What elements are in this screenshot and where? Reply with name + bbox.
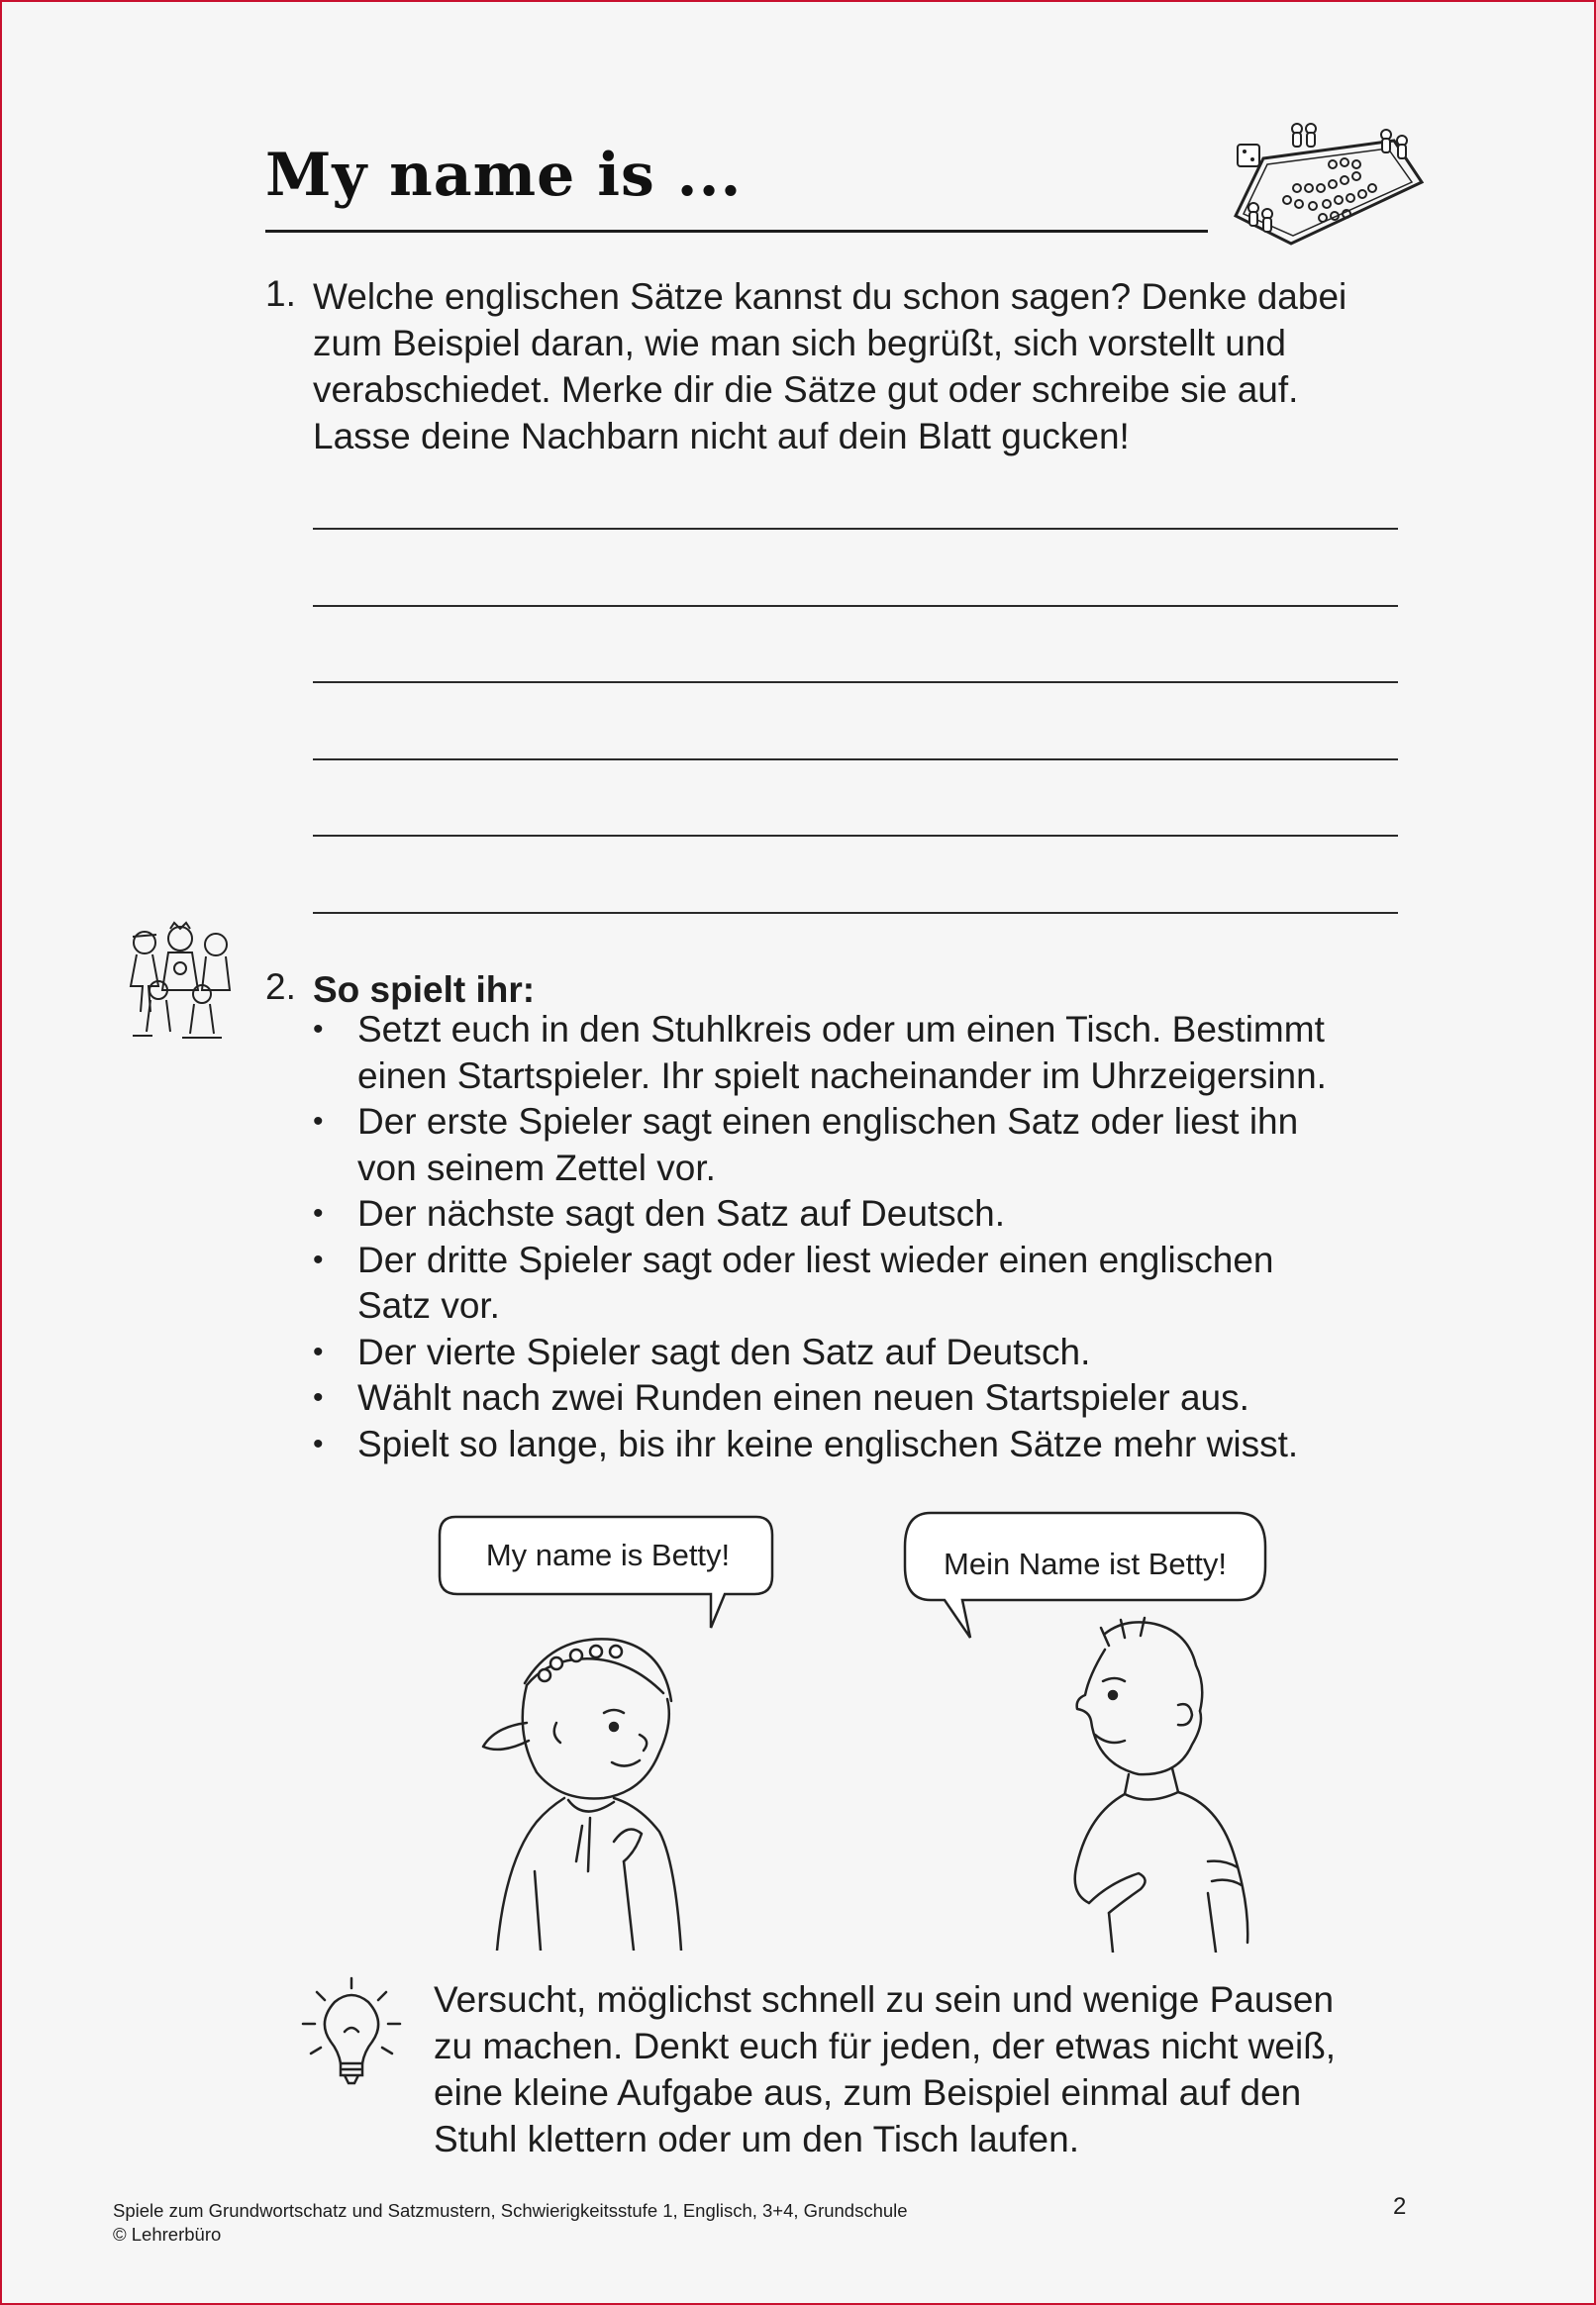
list-item-text: einen Startspieler. Ihr spielt nacheinander im Uhrzeigersinn. (357, 1054, 1327, 1096)
list-item-text: Spielt so lange, bis ihr keine englischen Sätze mehr wisst. (357, 1423, 1299, 1464)
bullet-dot: • (313, 1243, 324, 1276)
task1-line: Welche englischen Sätze kannst du schon sagen? Denke dabei (313, 276, 1347, 317)
list-item (313, 1099, 1412, 1191)
bullet-dot: • (313, 1105, 324, 1138)
girl-illustration (465, 1624, 713, 1951)
speech-text-girl: My name is Betty! (485, 1538, 731, 1572)
footer (113, 2199, 908, 2247)
writing-line[interactable] (313, 681, 1398, 683)
page-title: My name is ... (265, 141, 743, 210)
bullet-dot: • (313, 1197, 324, 1230)
task2-number: 2. (265, 966, 296, 1007)
list-item-text: von seinem Zettel vor. (357, 1147, 716, 1188)
list-item (313, 1422, 1412, 1468)
list-item (313, 1007, 1412, 1099)
speech-text-boy: Mein Name ist Betty! (944, 1547, 1227, 1581)
task1-number: 1. (265, 273, 296, 314)
board-game-icon (1228, 119, 1426, 250)
footer-copyright: © Lehrerbüro (113, 2224, 222, 2245)
task1-line: verabschiedet. Merke dir die Sätze gut oder schreibe sie auf. (313, 369, 1299, 410)
list-item-text: Der nächste sagt den Satz auf Deutsch. (357, 1193, 1006, 1234)
tip-line: Stuhl klettern oder um den Tisch laufen. (434, 2119, 1079, 2159)
list-item-text: Der vierte Spieler sagt den Satz auf Deutsch. (357, 1331, 1091, 1372)
rules-list (313, 1007, 1412, 1467)
boy-illustration (1030, 1616, 1257, 1953)
lightbulb-icon (297, 1972, 406, 2091)
children-group-icon (123, 921, 238, 1046)
bullet-dot: • (313, 1335, 324, 1368)
writing-line[interactable] (313, 758, 1398, 760)
list-item (313, 1375, 1412, 1422)
bullet-dot: • (313, 1013, 324, 1046)
tip-line: Versucht, möglichst schnell zu sein und wenige Pausen (434, 1979, 1335, 2020)
list-item (313, 1191, 1412, 1238)
speech-bubble-girl (436, 1513, 776, 1634)
title-underline (265, 230, 1208, 233)
list-item-text: Der erste Spieler sagt einen englischen Satz oder liest ihn (357, 1101, 1299, 1142)
task2-heading: So spielt ihr: (313, 969, 536, 1010)
footer-source: Spiele zum Grundwortschatz und Satzmustern, Schwierigkeitsstufe 1, Englisch, 3+4, Grundschule (113, 2200, 908, 2221)
task1-line: Lasse deine Nachbarn nicht auf dein Blatt gucken! (313, 416, 1130, 456)
writing-line[interactable] (313, 528, 1398, 530)
writing-line[interactable] (313, 605, 1398, 607)
list-item-text: Der dritte Spieler sagt oder liest wieder einen englischen (357, 1239, 1274, 1280)
list-item-text: Wählt nach zwei Runden einen neuen Startspieler aus. (357, 1377, 1249, 1418)
bullet-dot: • (313, 1381, 324, 1414)
writing-line[interactable] (313, 835, 1398, 837)
list-item-text: Setzt euch in den Stuhlkreis oder um einen Tisch. Bestimmt (357, 1009, 1325, 1050)
bullet-dot: • (313, 1427, 324, 1460)
task1-line: zum Beispiel daran, wie man sich begrüßt, sich vorstellt und (313, 323, 1286, 363)
tip-line: zu machen. Denkt euch für jeden, der etwas nicht weiß, (434, 2026, 1337, 2066)
list-item (313, 1238, 1412, 1330)
writing-line[interactable] (313, 912, 1398, 914)
list-item (313, 1330, 1412, 1376)
page-number: 2 (1393, 2193, 1407, 2220)
list-item-text: Satz vor. (357, 1285, 500, 1326)
tip-line: eine kleine Aufgabe aus, zum Beispiel einmal auf den (434, 2072, 1302, 2113)
